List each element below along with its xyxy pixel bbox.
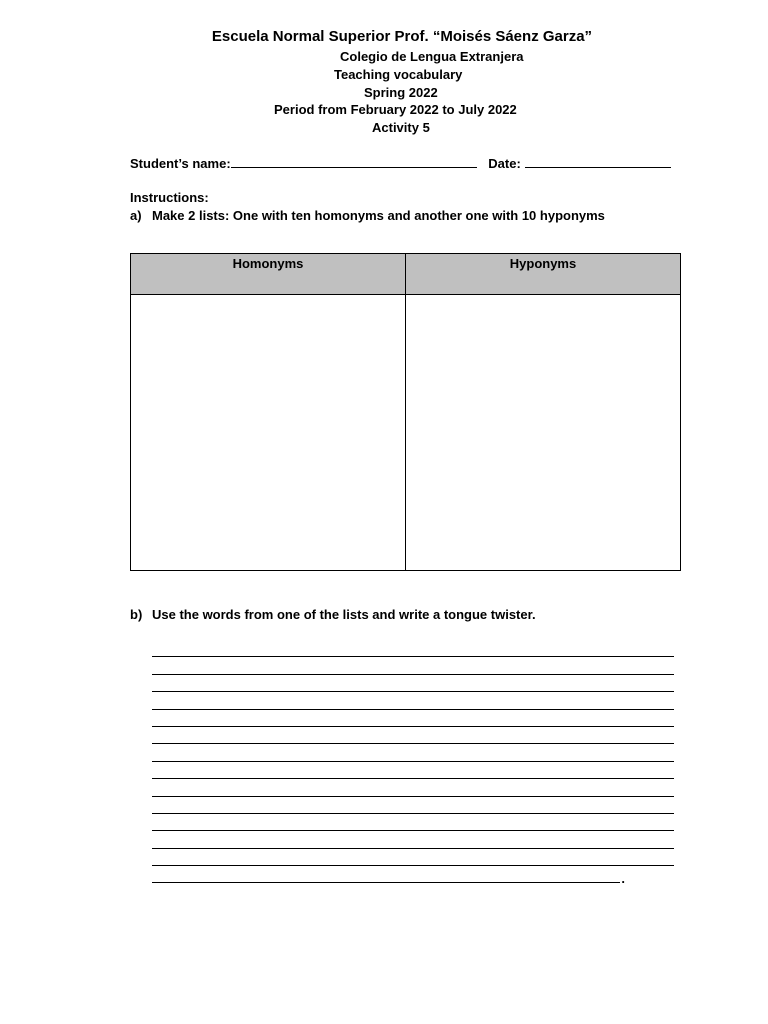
term: Spring 2022 bbox=[364, 85, 438, 100]
subject-title: Teaching vocabulary bbox=[334, 67, 463, 82]
instructions-title: Instructions: bbox=[130, 190, 209, 205]
item-b-text: Use the words from one of the lists and write a tongue twister. bbox=[152, 607, 536, 622]
instruction-item-b bbox=[130, 607, 536, 622]
answer-line[interactable] bbox=[152, 762, 674, 779]
answer-line[interactable] bbox=[152, 866, 620, 883]
instruction-item-a bbox=[130, 208, 605, 223]
item-a-text: Make 2 lists: One with ten homonyms and another one with 10 hyponyms bbox=[152, 208, 605, 223]
answer-line[interactable] bbox=[152, 710, 674, 727]
activity-number: Activity 5 bbox=[372, 120, 430, 135]
date-label: Date: bbox=[488, 156, 521, 171]
answer-line[interactable] bbox=[152, 797, 674, 814]
school-name: Escuela Normal Superior Prof. “Moisés Sáenz Garza” bbox=[211, 28, 593, 45]
answer-line[interactable] bbox=[152, 675, 674, 692]
answer-line[interactable] bbox=[152, 744, 674, 761]
college-name: Colegio de Lengua Extranjera bbox=[340, 49, 524, 64]
student-name-label: Student’s name: bbox=[130, 156, 231, 171]
homonyms-header: Homonyms bbox=[131, 254, 406, 295]
answer-line[interactable] bbox=[152, 814, 674, 831]
hyponyms-header: Hyponyms bbox=[406, 254, 681, 295]
student-name-blank[interactable] bbox=[231, 155, 477, 168]
answer-lines bbox=[152, 640, 674, 883]
answer-line[interactable] bbox=[152, 640, 674, 657]
answer-line[interactable] bbox=[152, 849, 674, 866]
period: Period from February 2022 to July 2022 bbox=[274, 102, 517, 117]
hyponyms-cell[interactable] bbox=[406, 295, 681, 571]
student-info-row bbox=[130, 155, 671, 171]
lists-table bbox=[130, 253, 681, 571]
answer-line[interactable] bbox=[152, 657, 674, 674]
date-blank[interactable] bbox=[525, 155, 671, 168]
answer-line[interactable] bbox=[152, 727, 674, 744]
item-a-marker: a) bbox=[130, 208, 142, 223]
answer-line[interactable] bbox=[152, 692, 674, 709]
answer-line[interactable] bbox=[152, 831, 674, 848]
homonyms-cell[interactable] bbox=[131, 295, 406, 571]
answer-line[interactable] bbox=[152, 779, 674, 796]
item-b-marker: b) bbox=[130, 607, 143, 622]
